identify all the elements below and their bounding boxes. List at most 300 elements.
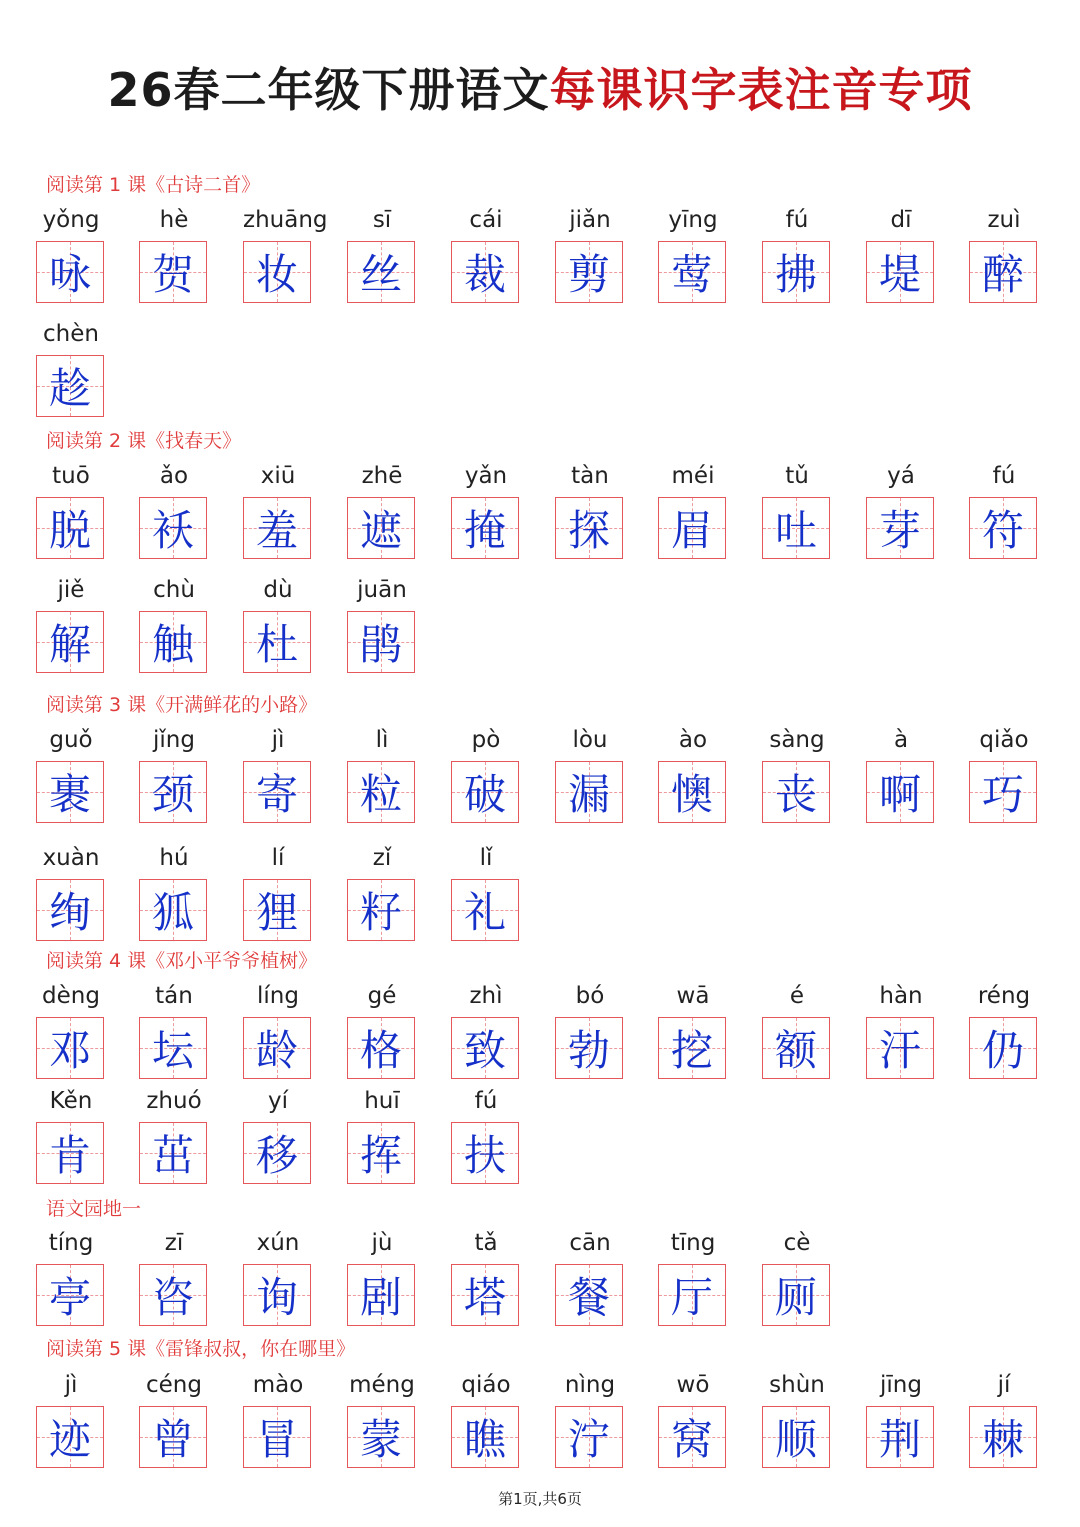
- char-card: [762, 981, 866, 1091]
- char-card: [347, 1370, 451, 1480]
- char-card: [243, 1086, 347, 1196]
- pinyin-label: céng: [146, 1372, 202, 1398]
- tianzige-grid: [762, 497, 830, 559]
- tianzige-grid: [762, 1017, 830, 1079]
- char-card: [36, 981, 140, 1091]
- char-card: [969, 461, 1073, 571]
- char-card: [243, 1228, 347, 1338]
- char-card: [451, 1370, 555, 1480]
- page-title: [0, 58, 1080, 122]
- hanzi-character: 额: [774, 1026, 817, 1075]
- char-card: [555, 205, 659, 315]
- hanzi-character: 颈: [151, 770, 194, 819]
- char-card: [36, 319, 140, 429]
- hanzi-character: 懊: [670, 770, 713, 819]
- pinyin-label: lǐ: [479, 845, 493, 871]
- hanzi-character: 裹: [48, 770, 91, 819]
- char-card: [347, 1228, 451, 1338]
- char-card: [658, 725, 762, 835]
- hanzi-character: 籽: [359, 888, 402, 937]
- tianzige-grid: [658, 497, 726, 559]
- pinyin-label: yá: [887, 463, 915, 489]
- char-card: [451, 205, 555, 315]
- tianzige-grid: [762, 241, 830, 303]
- tianzige-grid: [36, 1406, 104, 1468]
- hanzi-character: 曾: [151, 1415, 194, 1464]
- hanzi-character: 杜: [255, 620, 298, 669]
- tianzige-grid: [969, 497, 1037, 559]
- tianzige-grid: [243, 241, 311, 303]
- pinyin-label: hè: [159, 207, 189, 233]
- pinyin-label: gé: [367, 983, 397, 1009]
- hanzi-character: 泞: [567, 1415, 610, 1464]
- hanzi-character: 丧: [774, 770, 817, 819]
- tianzige-grid: [139, 879, 207, 941]
- hanzi-character: 仍: [981, 1026, 1024, 1075]
- pinyin-label: fú: [785, 207, 809, 233]
- hanzi-character: 格: [359, 1026, 402, 1075]
- hanzi-character: 解: [48, 620, 91, 669]
- tianzige-grid: [243, 1122, 311, 1184]
- hanzi-character: 厕: [774, 1273, 817, 1322]
- tianzige-grid: [36, 879, 104, 941]
- pinyin-label: jiǎn: [569, 207, 611, 233]
- tianzige-grid: [347, 241, 415, 303]
- hanzi-character: 啊: [878, 770, 921, 819]
- hanzi-character: 坛: [151, 1026, 194, 1075]
- char-card: [139, 205, 243, 315]
- hanzi-character: 扶: [463, 1131, 506, 1180]
- pinyin-label: zhì: [469, 983, 503, 1009]
- title-part-1: 26春二年级下册语文: [107, 63, 550, 117]
- tianzige-grid: [866, 497, 934, 559]
- tianzige-grid: [866, 761, 934, 823]
- hanzi-character: 礼: [463, 888, 506, 937]
- tianzige-grid: [347, 611, 415, 673]
- tianzige-grid: [451, 1122, 519, 1184]
- tianzige-grid: [555, 1264, 623, 1326]
- char-card: [762, 1228, 866, 1338]
- pinyin-label: zuì: [987, 207, 1021, 233]
- tianzige-grid: [555, 497, 623, 559]
- pinyin-label: dī: [890, 207, 912, 233]
- pinyin-label: jì: [64, 1372, 78, 1398]
- tianzige-grid: [762, 1264, 830, 1326]
- tianzige-grid: [347, 1406, 415, 1468]
- pinyin-label: lòu: [572, 727, 608, 753]
- pinyin-label: yǎn: [464, 463, 508, 489]
- pinyin-label: nìng: [564, 1372, 616, 1398]
- hanzi-character: 餐: [567, 1273, 610, 1322]
- hanzi-character: 寄: [255, 770, 298, 819]
- hanzi-character: 漏: [567, 770, 610, 819]
- pinyin-label: jì: [271, 727, 285, 753]
- char-card: [347, 205, 451, 315]
- hanzi-character: 龄: [255, 1026, 298, 1075]
- section-title: 阅读第 4 课《邓小平爷爷植树》: [46, 950, 318, 972]
- char-card: [243, 981, 347, 1091]
- char-card: [139, 1370, 243, 1480]
- pinyin-label: qiáo: [461, 1372, 511, 1398]
- pinyin-label: qiǎo: [979, 727, 1029, 753]
- pinyin-label: ào: [678, 727, 708, 753]
- pinyin-label: à: [893, 727, 909, 753]
- hanzi-character: 挥: [359, 1131, 402, 1180]
- char-card: [969, 205, 1073, 315]
- tianzige-grid: [36, 241, 104, 303]
- char-card: [555, 461, 659, 571]
- char-card: [866, 205, 970, 315]
- tianzige-grid: [139, 241, 207, 303]
- hanzi-character: 裁: [463, 250, 506, 299]
- pinyin-label: fú: [474, 1088, 498, 1114]
- hanzi-character: 厅: [670, 1273, 713, 1322]
- pinyin-label: lì: [375, 727, 389, 753]
- pinyin-label: jīng: [880, 1372, 922, 1398]
- tianzige-grid: [139, 761, 207, 823]
- char-card: [762, 1370, 866, 1480]
- hanzi-character: 塔: [463, 1273, 506, 1322]
- hanzi-character: 瞧: [463, 1415, 506, 1464]
- tianzige-grid: [243, 1017, 311, 1079]
- char-card: [347, 981, 451, 1091]
- pinyin-label: jù: [371, 1230, 393, 1256]
- tianzige-grid: [243, 1406, 311, 1468]
- pinyin-label: guǒ: [49, 727, 93, 753]
- hanzi-character: 醉: [981, 250, 1024, 299]
- hanzi-character: 顺: [774, 1415, 817, 1464]
- pinyin-label: ǎo: [159, 463, 189, 489]
- hanzi-character: 羞: [255, 506, 298, 555]
- tianzige-grid: [866, 1406, 934, 1468]
- pinyin-label: tǔ: [785, 463, 809, 489]
- pinyin-label: shùn: [769, 1372, 825, 1398]
- char-card: [451, 461, 555, 571]
- tianzige-grid: [451, 1406, 519, 1468]
- pinyin-label: chù: [153, 577, 195, 603]
- pinyin-label: pò: [471, 727, 501, 753]
- pinyin-label: yǒng: [42, 207, 100, 233]
- hanzi-character: 探: [567, 506, 610, 555]
- tianzige-grid: [969, 1406, 1037, 1468]
- pinyin-label: mào: [252, 1372, 304, 1398]
- char-card: [139, 843, 243, 953]
- pinyin-label: wā: [676, 983, 710, 1009]
- hanzi-character: 鹃: [359, 620, 402, 669]
- tianzige-grid: [139, 611, 207, 673]
- hanzi-character: 掩: [463, 506, 506, 555]
- char-card: [555, 725, 659, 835]
- pinyin-label: juān: [357, 577, 407, 603]
- hanzi-character: 芽: [878, 506, 921, 555]
- char-card: [451, 1228, 555, 1338]
- pinyin-label: jiě: [57, 577, 85, 603]
- char-card: [347, 843, 451, 953]
- char-card: [36, 1370, 140, 1480]
- hanzi-character: 符: [981, 506, 1024, 555]
- tianzige-grid: [658, 761, 726, 823]
- pinyin-label: Kěn: [49, 1088, 93, 1114]
- tianzige-grid: [451, 879, 519, 941]
- char-card: [347, 725, 451, 835]
- pinyin-label: chèn: [43, 321, 99, 347]
- tianzige-grid: [36, 1122, 104, 1184]
- tianzige-grid: [347, 497, 415, 559]
- tianzige-grid: [243, 761, 311, 823]
- pinyin-label: zhē: [361, 463, 403, 489]
- pinyin-label: bó: [575, 983, 605, 1009]
- pinyin-label: cái: [469, 207, 503, 233]
- char-card: [451, 843, 555, 953]
- char-card: [969, 1370, 1073, 1480]
- hanzi-character: 棘: [981, 1415, 1024, 1464]
- pinyin-label: cè: [783, 1230, 811, 1256]
- pinyin-label: tíng: [48, 1230, 94, 1256]
- hanzi-character: 邓: [48, 1026, 91, 1075]
- hanzi-character: 迹: [48, 1415, 91, 1464]
- tianzige-grid: [555, 1017, 623, 1079]
- section-title: 语文园地一: [46, 1198, 142, 1220]
- tianzige-grid: [866, 1017, 934, 1079]
- char-card: [243, 205, 347, 315]
- char-card: [762, 205, 866, 315]
- hanzi-character: 汗: [878, 1026, 921, 1075]
- pinyin-label: zhuó: [146, 1088, 202, 1114]
- tianzige-grid: [969, 241, 1037, 303]
- char-card: [139, 461, 243, 571]
- pinyin-label: dù: [263, 577, 293, 603]
- char-card: [866, 461, 970, 571]
- pinyin-label: cān: [569, 1230, 611, 1256]
- pinyin-label: yí: [267, 1088, 288, 1114]
- hanzi-character: 剪: [567, 250, 610, 299]
- hanzi-character: 贺: [151, 250, 194, 299]
- pinyin-label: sàng: [769, 727, 825, 753]
- hanzi-character: 莺: [670, 250, 713, 299]
- char-card: [451, 1086, 555, 1196]
- hanzi-character: 荆: [878, 1415, 921, 1464]
- tianzige-grid: [762, 1406, 830, 1468]
- char-card: [243, 725, 347, 835]
- title-part-2: 每课识字表注音专项: [549, 63, 973, 117]
- char-card: [762, 461, 866, 571]
- hanzi-character: 破: [463, 770, 506, 819]
- hanzi-character: 剧: [359, 1273, 402, 1322]
- tianzige-grid: [139, 1017, 207, 1079]
- char-card: [555, 1370, 659, 1480]
- tianzige-grid: [451, 1264, 519, 1326]
- pinyin-label: dèng: [42, 983, 100, 1009]
- char-card: [36, 725, 140, 835]
- char-card: [139, 1086, 243, 1196]
- pinyin-label: zhuāng: [243, 207, 328, 233]
- char-card: [866, 981, 970, 1091]
- hanzi-character: 移: [255, 1131, 298, 1180]
- hanzi-character: 狐: [151, 888, 194, 937]
- tianzige-grid: [347, 879, 415, 941]
- char-card: [347, 461, 451, 571]
- char-card: [36, 1086, 140, 1196]
- section-title: 阅读第 5 课《雷锋叔叔，你在哪里》: [46, 1338, 356, 1360]
- hanzi-character: 遮: [359, 506, 402, 555]
- tianzige-grid: [36, 761, 104, 823]
- tianzige-grid: [451, 761, 519, 823]
- pinyin-label: réng: [977, 983, 1031, 1009]
- tianzige-grid: [36, 355, 104, 417]
- tianzige-grid: [139, 1264, 207, 1326]
- pinyin-label: tǎ: [474, 1230, 498, 1256]
- tianzige-grid: [347, 761, 415, 823]
- section-title: 阅读第 1 课《古诗二首》: [46, 174, 261, 196]
- pinyin-label: tán: [155, 983, 193, 1009]
- hanzi-character: 妆: [255, 250, 298, 299]
- tianzige-grid: [36, 497, 104, 559]
- pinyin-label: méng: [349, 1372, 415, 1398]
- char-card: [139, 981, 243, 1091]
- tianzige-grid: [451, 497, 519, 559]
- pinyin-label: xiū: [260, 463, 296, 489]
- section-title: 阅读第 3 课《开满鲜花的小路》: [46, 694, 318, 716]
- tianzige-grid: [762, 761, 830, 823]
- pinyin-label: wō: [676, 1372, 710, 1398]
- char-card: [658, 205, 762, 315]
- pinyin-label: sī: [372, 207, 392, 233]
- pinyin-label: zī: [164, 1230, 184, 1256]
- char-card: [347, 575, 451, 685]
- char-card: [451, 981, 555, 1091]
- tianzige-grid: [866, 241, 934, 303]
- hanzi-character: 咨: [151, 1273, 194, 1322]
- pinyin-label: zǐ: [372, 845, 392, 871]
- hanzi-character: 勃: [567, 1026, 610, 1075]
- hanzi-character: 袄: [151, 506, 194, 555]
- hanzi-character: 冒: [255, 1415, 298, 1464]
- tianzige-grid: [347, 1264, 415, 1326]
- char-card: [36, 1228, 140, 1338]
- char-card: [866, 725, 970, 835]
- char-card: [139, 575, 243, 685]
- char-card: [762, 725, 866, 835]
- char-card: [451, 725, 555, 835]
- pinyin-label: xuàn: [42, 845, 100, 871]
- hanzi-character: 亭: [48, 1273, 91, 1322]
- hanzi-character: 巧: [981, 770, 1024, 819]
- char-card: [243, 461, 347, 571]
- char-card: [139, 1228, 243, 1338]
- hanzi-character: 窝: [670, 1415, 713, 1464]
- tianzige-grid: [658, 1264, 726, 1326]
- hanzi-character: 绚: [48, 888, 91, 937]
- pinyin-label: jí: [997, 1372, 1011, 1398]
- tianzige-grid: [969, 1017, 1037, 1079]
- char-card: [139, 725, 243, 835]
- char-card: [36, 461, 140, 571]
- hanzi-character: 茁: [151, 1131, 194, 1180]
- pinyin-label: fú: [992, 463, 1016, 489]
- hanzi-character: 狸: [255, 888, 298, 937]
- char-card: [658, 1370, 762, 1480]
- tianzige-grid: [451, 1017, 519, 1079]
- pinyin-label: xún: [256, 1230, 300, 1256]
- pinyin-label: lí: [271, 845, 285, 871]
- tianzige-grid: [36, 1017, 104, 1079]
- hanzi-character: 丝: [359, 250, 402, 299]
- tianzige-grid: [451, 241, 519, 303]
- tianzige-grid: [347, 1017, 415, 1079]
- char-card: [555, 981, 659, 1091]
- pinyin-label: huī: [364, 1088, 400, 1114]
- hanzi-character: 询: [255, 1273, 298, 1322]
- hanzi-character: 吐: [774, 506, 817, 555]
- pinyin-label: méi: [671, 463, 715, 489]
- tianzige-grid: [36, 1264, 104, 1326]
- hanzi-character: 眉: [670, 506, 713, 555]
- tianzige-grid: [139, 1122, 207, 1184]
- char-card: [36, 843, 140, 953]
- tianzige-grid: [243, 611, 311, 673]
- hanzi-character: 咏: [48, 250, 91, 299]
- pinyin-label: jǐng: [153, 727, 195, 753]
- tianzige-grid: [347, 1122, 415, 1184]
- char-card: [658, 981, 762, 1091]
- char-card: [36, 205, 140, 315]
- tianzige-grid: [555, 761, 623, 823]
- hanzi-character: 肯: [48, 1131, 91, 1180]
- pinyin-label: yīng: [668, 207, 718, 233]
- hanzi-character: 粒: [359, 770, 402, 819]
- pinyin-label: é: [789, 983, 805, 1009]
- pinyin-label: tàn: [571, 463, 609, 489]
- char-card: [347, 1086, 451, 1196]
- char-card: [658, 1228, 762, 1338]
- char-card: [555, 1228, 659, 1338]
- tianzige-grid: [243, 879, 311, 941]
- hanzi-character: 拂: [774, 250, 817, 299]
- tianzige-grid: [139, 1406, 207, 1468]
- char-card: [243, 843, 347, 953]
- tianzige-grid: [658, 241, 726, 303]
- char-card: [243, 1370, 347, 1480]
- tianzige-grid: [243, 1264, 311, 1326]
- hanzi-character: 致: [463, 1026, 506, 1075]
- tianzige-grid: [36, 611, 104, 673]
- tianzige-grid: [555, 1406, 623, 1468]
- pinyin-label: tīng: [670, 1230, 716, 1256]
- char-card: [969, 725, 1073, 835]
- pinyin-label: hú: [159, 845, 189, 871]
- hanzi-character: 挖: [670, 1026, 713, 1075]
- pinyin-label: hàn: [879, 983, 923, 1009]
- hanzi-character: 触: [151, 620, 194, 669]
- char-card: [36, 575, 140, 685]
- pinyin-label: tuō: [52, 463, 90, 489]
- section-title: 阅读第 2 课《找春天》: [46, 430, 242, 452]
- tianzige-grid: [658, 1017, 726, 1079]
- hanzi-character: 堤: [878, 250, 921, 299]
- char-card: [969, 981, 1073, 1091]
- hanzi-character: 脱: [48, 506, 91, 555]
- pinyin-label: líng: [257, 983, 299, 1009]
- hanzi-character: 趁: [48, 364, 91, 413]
- tianzige-grid: [243, 497, 311, 559]
- page-footer: 第1页,共6页: [498, 1490, 582, 1508]
- tianzige-grid: [555, 241, 623, 303]
- tianzige-grid: [139, 497, 207, 559]
- tianzige-grid: [658, 1406, 726, 1468]
- char-card: [658, 461, 762, 571]
- tianzige-grid: [969, 761, 1037, 823]
- hanzi-character: 蒙: [359, 1415, 402, 1464]
